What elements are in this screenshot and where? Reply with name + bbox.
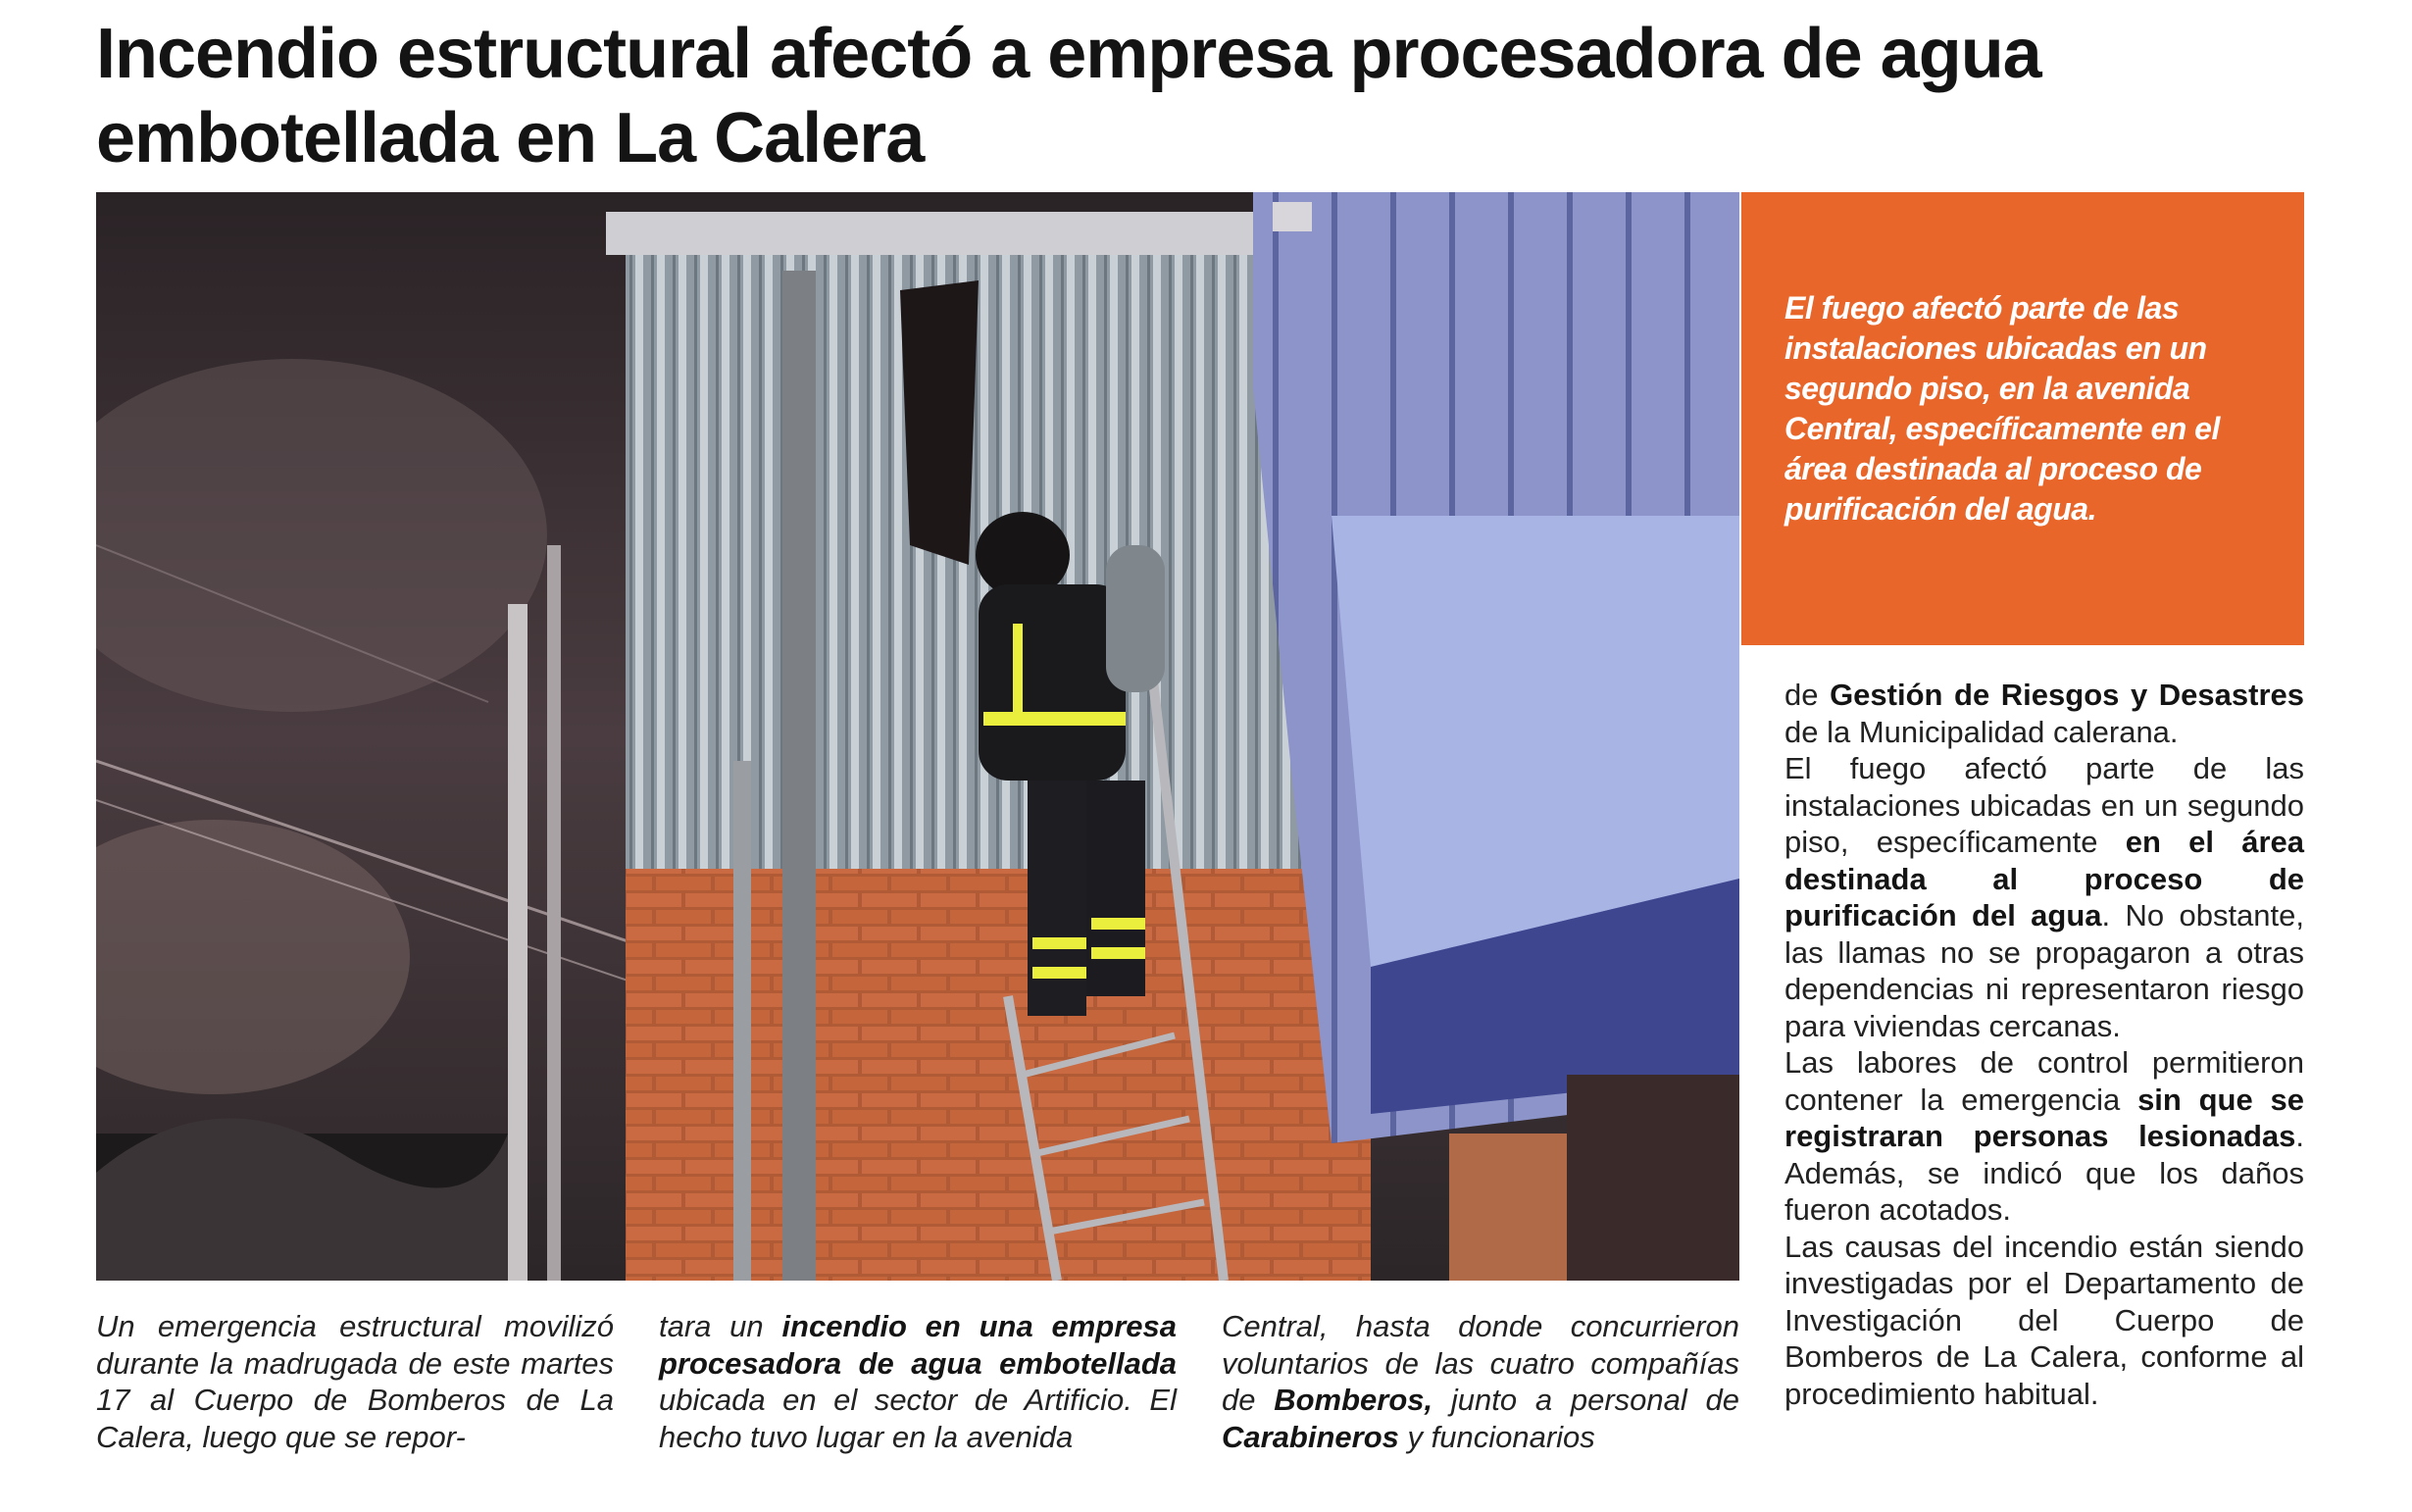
- col4-paragraph-3: [1784, 1044, 2304, 1229]
- col3-text-2: junto a personal de: [1432, 1383, 1739, 1417]
- pullquote: El fuego afectó parte de las instalaciones ubicadas en un segundo piso, en la avenida Central, específicamente en el área destinada al proceso de purificación del agua.: [1784, 290, 2220, 527]
- col4-p3-text-1: Las labores de control permitieron contener la emergencia: [1784, 1045, 2304, 1117]
- col4-paragraph-1: [1784, 677, 2304, 750]
- photo-illustration: [96, 192, 1739, 1281]
- body-column-2: [659, 1308, 1177, 1455]
- fire-photo: [96, 192, 1739, 1281]
- col4-p3-text-2: . Además, se indicó que los daños fueron acotados.: [1784, 1119, 2304, 1227]
- col3-bold-1: Bomberos,: [1274, 1383, 1433, 1417]
- pullquote-box: [1741, 192, 2304, 645]
- col4-p3-bold: sin que se registraran personas lesionadas: [1784, 1082, 2304, 1153]
- col2-bold-1: incendio en una empresa procesadora de agua embotellada: [659, 1309, 1178, 1381]
- col4-p1-bold: Gestión de Riesgos y Desastres: [1830, 678, 2304, 712]
- headline: Incendio estructural afectó a empresa procesadora de agua embotellada en La Calera: [96, 15, 2041, 177]
- col3-text-3: y funcionarios: [1398, 1419, 1595, 1454]
- col4-paragraph-4: Las causas del incendio están siendo investigadas por el Departamento de Investigación del Cuerpo de Bomberos de La Calera, conforme al procedimiento habitual.: [1784, 1229, 2304, 1411]
- col3-text-1: Central, hasta donde concurrieron voluntarios de las cuatro compañías de: [1222, 1309, 1739, 1417]
- col4-paragraph-2: [1784, 750, 2304, 1044]
- col4-p1-text-2: de la Municipalidad calerana.: [1784, 714, 2179, 749]
- col4-p2-bold: en el área destinada al proceso de purificación del agua: [1784, 825, 2304, 932]
- col4-p1-text-1: de: [1784, 678, 1831, 712]
- body-column-1: [96, 1308, 614, 1455]
- col4-p2-text-1: El fuego afectó parte de las instalaciones ubicadas en un segundo piso, específicamente: [1784, 751, 2304, 859]
- col1-text: Un emergencia estructural movilizó durante la madrugada de este martes 17 al Cuerpo de Bomberos de La Calera, luego que se repor-: [96, 1309, 614, 1454]
- col3-bold-2: Carabineros: [1222, 1419, 1399, 1454]
- body-column-4: [1784, 677, 2304, 1412]
- col4-p2-text-2: . No obstante, las llamas no se propagaron a otras dependencias ni representaron riesgo para viviendas cercanas.: [1784, 898, 2305, 1043]
- body-column-3: [1222, 1308, 1739, 1455]
- col2-text-1: tara un: [659, 1309, 782, 1343]
- col2-text-2: ubicada en el sector de Artificio. El hecho tuvo lugar en la avenida: [659, 1383, 1177, 1454]
